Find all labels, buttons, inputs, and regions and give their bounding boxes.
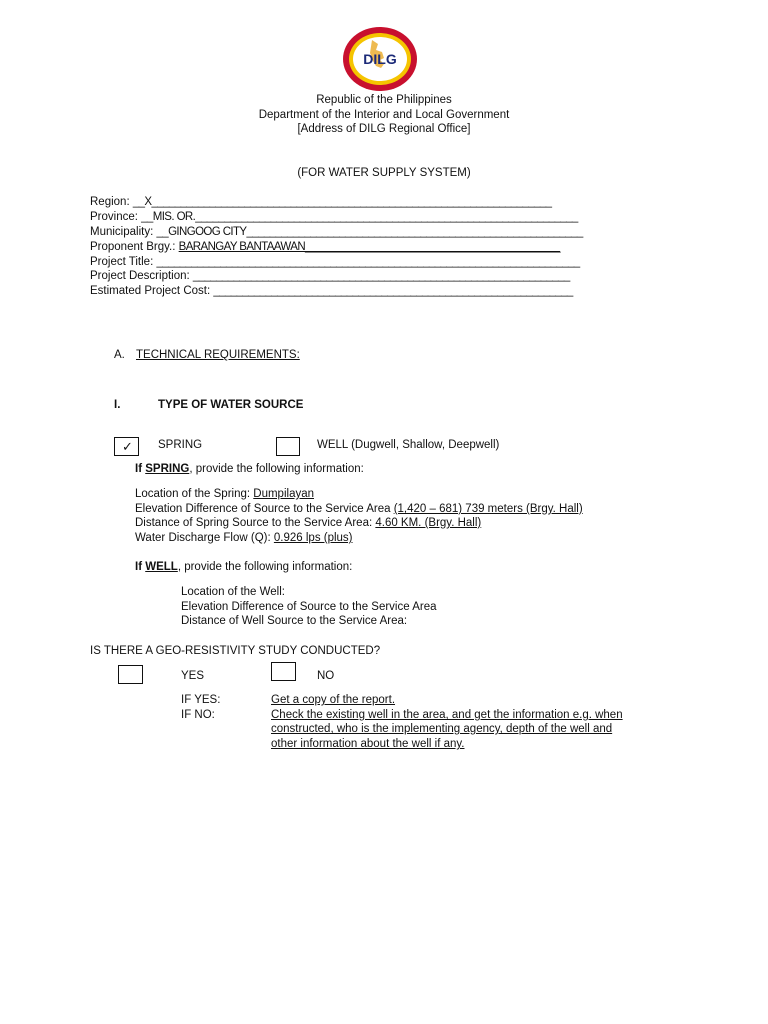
no-checkbox[interactable] — [271, 662, 296, 681]
well-distance-label: Distance of Well Source to the Service Area: — [181, 615, 408, 627]
field-project-description — [90, 270, 570, 282]
well-elevation-label: Elevation Difference of Source to the Service Area — [181, 601, 437, 613]
if-no-text-line-2: constructed, who is the implementing agency, depth of the well and — [271, 723, 613, 735]
if-yes-text: Get a copy of the report. — [271, 694, 396, 706]
dilg-seal-icon — [342, 26, 418, 92]
well-location-label: Location of the Well: — [181, 586, 285, 598]
section-a-letter: A. — [114, 349, 125, 361]
spring-discharge — [135, 532, 353, 544]
spring-discharge-value: 0.926 lps (plus) — [273, 532, 353, 544]
if-no-text-line-1: Check the existing well in the area, and get the information e.g. when — [271, 709, 623, 721]
document-subtitle: (FOR WATER SUPPLY SYSTEM) — [297, 167, 471, 179]
field-label: Project Description: — [90, 270, 190, 282]
well-checkbox[interactable] — [276, 437, 300, 456]
field-value: __MIS. OR.__________________________________________________________________ — [141, 211, 578, 223]
no-label: NO — [317, 670, 335, 682]
spring-distance-label: Distance of Spring Source to the Service Area: — [135, 517, 376, 529]
spring-elevation-value: (1,420 – 681) 739 meters (Brgy. Hall) — [393, 503, 583, 515]
section-i-numeral: I. — [114, 399, 121, 411]
header-line-3: [Address of DILG Regional Office] — [297, 123, 471, 135]
field-municipality — [90, 226, 583, 238]
intro-keyword: WELL — [145, 561, 178, 573]
spring-checkbox[interactable] — [114, 437, 139, 456]
section-a-title: TECHNICAL REQUIREMENTS: — [136, 349, 300, 361]
well-label: WELL (Dugwell, Shallow, Deepwell) — [317, 439, 500, 451]
spring-distance-value: 4.60 KM. (Brgy. Hall) — [375, 517, 482, 529]
field-label: Province: — [90, 211, 138, 223]
field-value: _________________________________________________________________ — [192, 270, 570, 282]
geo-study-question: IS THERE A GEO-RESISTIVITY STUDY CONDUCTED? — [90, 645, 381, 657]
field-project-title — [90, 256, 580, 268]
field-value: __GINGOOG CITY__________________________________________________________ — [156, 226, 583, 238]
spring-label: SPRING — [158, 439, 203, 451]
spring-elevation-label: Elevation Difference of Source to the Service Area — [135, 503, 394, 515]
section-i-title: TYPE OF WATER SOURCE — [158, 399, 304, 411]
header-line-1: Republic of the Philippines — [316, 94, 452, 106]
spring-location — [135, 488, 314, 500]
intro-keyword: SPRING — [145, 463, 190, 475]
field-estimated-cost — [90, 285, 573, 297]
intro-prefix: If — [135, 463, 146, 475]
spring-location-value: Dumpilayan — [253, 488, 315, 500]
intro-prefix: If — [135, 561, 146, 573]
spring-discharge-label: Water Discharge Flow (Q): — [135, 532, 274, 544]
header-line-2: Department of the Interior and Local Government — [258, 109, 510, 121]
field-label: Region: — [90, 196, 130, 208]
field-value: __X_____________________________________________________________________ — [132, 196, 552, 208]
field-proponent-brgy — [90, 241, 560, 253]
yes-checkbox[interactable] — [118, 665, 143, 684]
spring-intro — [135, 463, 364, 475]
intro-suffix: , provide the following information: — [177, 561, 353, 573]
spring-location-label: Location of the Spring: — [135, 488, 254, 500]
field-label: Project Title: — [90, 256, 154, 268]
spring-elevation — [135, 503, 583, 515]
intro-suffix: , provide the following information: — [189, 463, 364, 475]
field-value: BARANGAY BANTAAWAN____________________________________________ — [178, 241, 561, 253]
well-intro — [135, 561, 352, 573]
if-no-text-line-3: other information about the well if any. — [271, 738, 465, 750]
field-value: _________________________________________________________________________ — [156, 256, 580, 268]
field-label: Estimated Project Cost: — [90, 285, 211, 297]
if-no-label: IF NO: — [181, 709, 215, 721]
field-province — [90, 211, 578, 223]
field-label: Municipality: — [90, 226, 154, 238]
if-yes-label: IF YES: — [181, 694, 221, 706]
field-value: ______________________________________________________________ — [213, 285, 573, 297]
field-region — [90, 196, 551, 208]
yes-label: YES — [181, 670, 205, 682]
logo-text: DILG — [363, 51, 397, 67]
check-mark-icon: ✓ — [122, 439, 133, 454]
field-label: Proponent Brgy.: — [90, 241, 176, 253]
spring-distance — [135, 517, 481, 529]
